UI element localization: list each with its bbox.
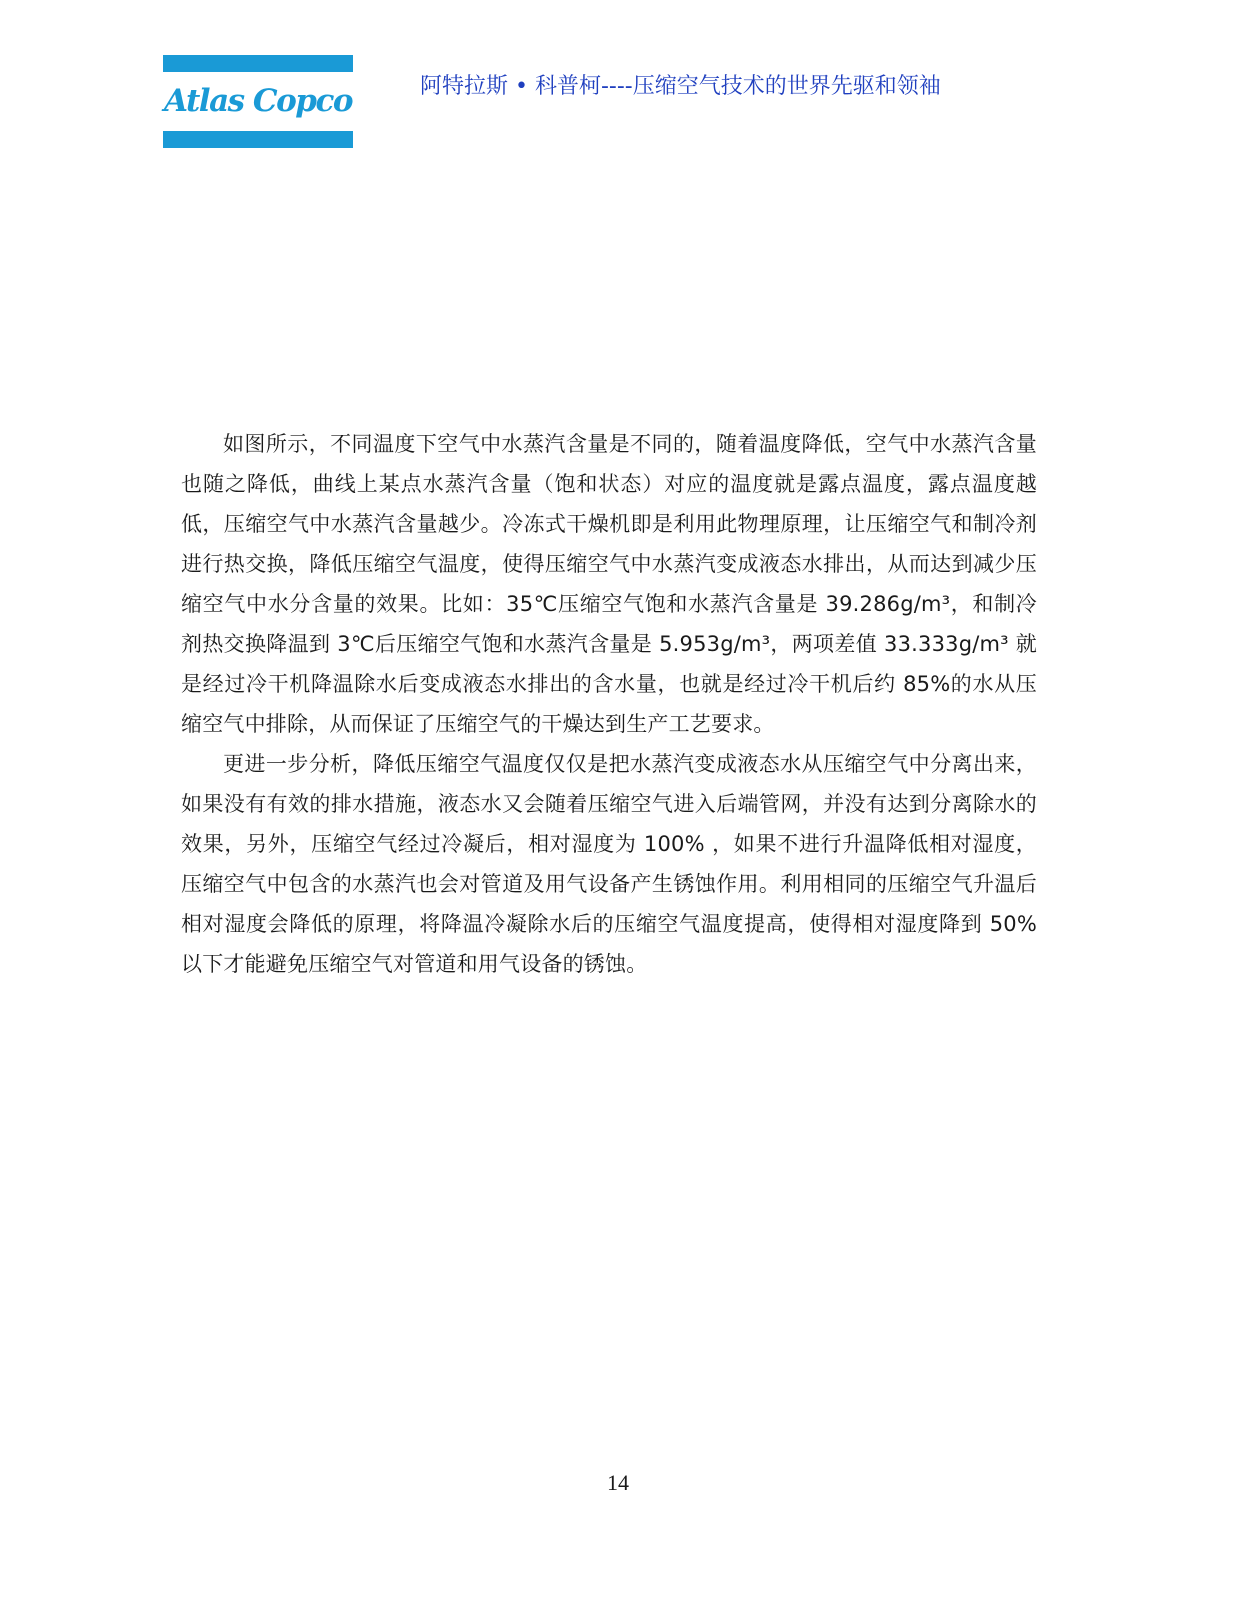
logo-wordmark: Atlas Copco (163, 83, 352, 119)
header-tagline: 阿特拉斯 • 科普柯----压缩空气技术的世界先驱和领袖 (420, 74, 941, 99)
body-text (181, 424, 1037, 984)
paragraph-dew-point: 如图所示，不同温度下空气中水蒸汽含量是不同的，随着温度降低，空气中水蒸汽含量也随之降低，曲线上某点水蒸汽含量（饱和状态）对应的温度就是露点温度，露点温度越低，压缩空气中水蒸汽含量越少。冷冻式干燥机即是利用此物理原理，让压缩空气和制冷剂进行热交换，降低压缩空气温度，使得压缩空气中水蒸汽变成液态水排出，从而达到减少压缩空气中水分含量的效果。比如：35℃压缩空气饱和水蒸汽含量是 39.286g/m³，和制冷剂热交换降温到 3℃后压缩空气饱和水蒸汽含量是 5.953g/m³，两项差值 33.333g/m³ 就是经过冷干机降温除水后变成液态水排出的含水量，也就是经过冷干机后约 85%的水从压缩空气中排除，从而保证了压缩空气的干燥达到生产工艺要求。 (181, 432, 1037, 736)
logo-top-band (163, 55, 353, 72)
atlas-copco-logo (163, 55, 353, 148)
logo-bottom-band (163, 131, 353, 148)
paragraph-further-analysis: 更进一步分析，降低压缩空气温度仅仅是把水蒸汽变成液态水从压缩空气中分离出来，如果没有有效的排水措施，液态水又会随着压缩空气进入后端管网，并没有达到分离除水的效果，另外，压缩空气经过冷凝后，相对湿度为 100% ，如果不进行升温降低相对湿度，压缩空气中包含的水蒸汽也会对管道及用气设备产生锈蚀作用。利用相同的压缩空气升温后相对湿度会降低的原理，将降温冷凝除水后的压缩空气温度提高，使得相对湿度降到 50%以下才能避免压缩空气对管道和用气设备的锈蚀。 (181, 752, 1037, 976)
page-number: 14 (607, 1470, 629, 1495)
